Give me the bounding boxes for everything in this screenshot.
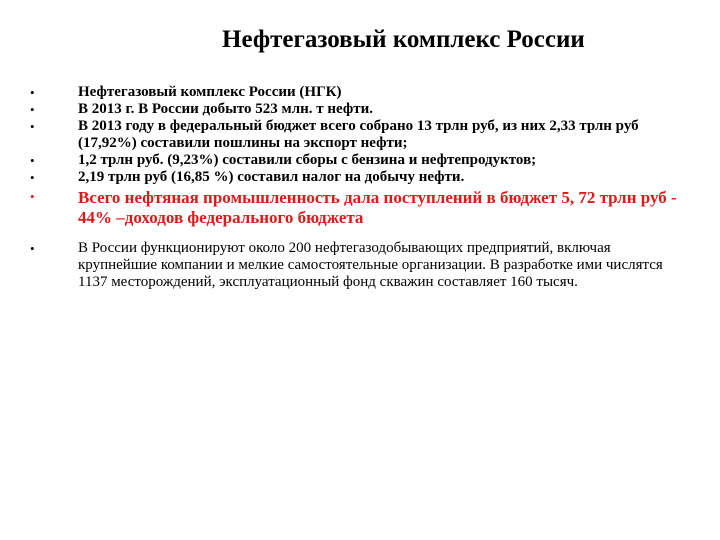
bullet-icon: • xyxy=(30,170,35,185)
bullet-text: 1,2 трлн руб. (9,23%) составили сборы с бензина и нефтепродуктов; xyxy=(78,152,537,168)
bullet-item-fuel-fees xyxy=(30,152,690,169)
slide-title: Нефтегазовый комплекс России xyxy=(222,26,585,53)
bullet-item-federal-budget xyxy=(30,118,690,152)
bullet-text: В 2013 г. В России добыто 523 млн. т нефти. xyxy=(78,101,374,117)
bullet-icon: • xyxy=(30,241,35,256)
bullet-icon: • xyxy=(30,189,35,204)
bullet-icon: • xyxy=(30,102,35,117)
bullet-list xyxy=(30,84,690,291)
bullet-text: Всего нефтяная промышленность дала поступлений в бюджет 5, 72 трлн руб - 44% –доходов федерального бюджета xyxy=(78,188,677,227)
bullet-text: В России функционируют около 200 нефтегазодобывающих предприятий, включая крупнейшие компании и мелкие самостоятельные организации. В разработке ими числятся 1137 месторождений, эксплуатационный фонд скважин составляет 160 тысяч. xyxy=(78,240,663,290)
bullet-item-ngk xyxy=(30,84,690,101)
bullet-item-total-revenue xyxy=(30,188,690,228)
bullet-item-enterprises xyxy=(30,240,690,291)
bullet-text: В 2013 году в федеральный бюджет всего собрано 13 трлн руб, из них 2,33 трлн руб (17,92%) составили пошлины на экспорт нефти; xyxy=(78,118,639,151)
bullet-item-oil-production xyxy=(30,101,690,118)
bullet-text: Нефтегазовый комплекс России (НГК) xyxy=(78,84,342,100)
bullet-text: 2,19 трлн руб (16,85 %) составил налог на добычу нефти. xyxy=(78,169,465,185)
bullet-icon: • xyxy=(30,153,35,168)
bullet-item-extraction-tax xyxy=(30,169,690,186)
bullet-icon: • xyxy=(30,85,35,100)
bullet-icon: • xyxy=(30,119,35,134)
